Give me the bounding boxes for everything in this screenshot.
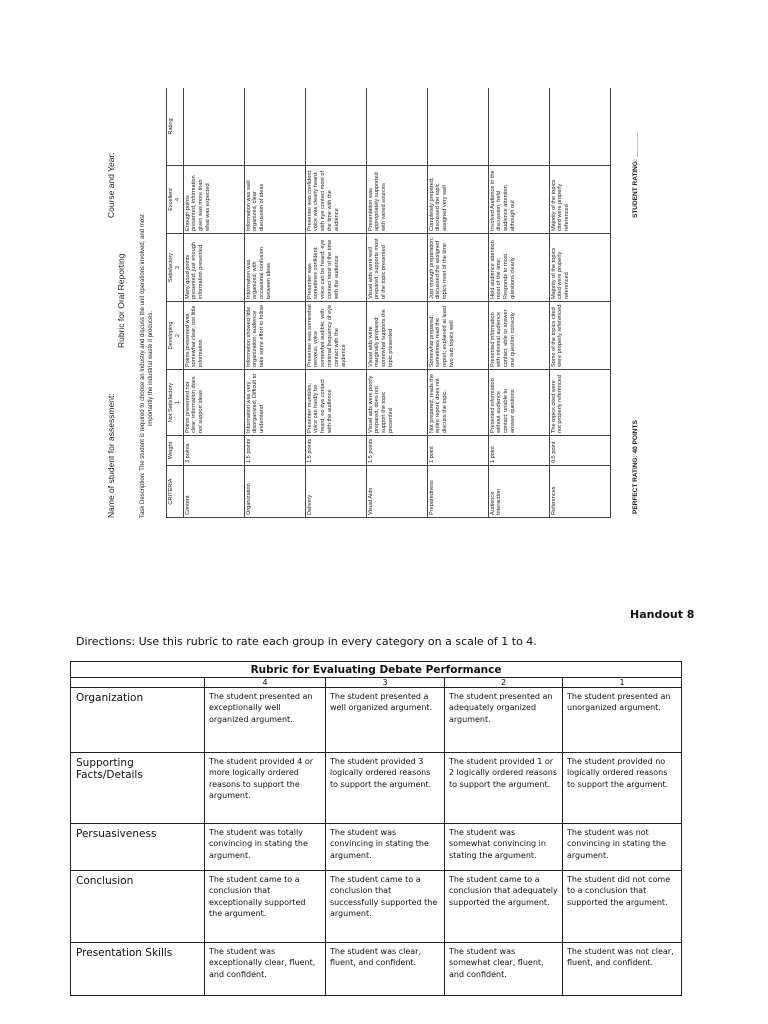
task-description-line-1: Task Description: The student is required to choose an Industry and discuss the unit operations involved, and most — [140, 214, 146, 518]
rubric-cell: Presenter mumbles; voice can hardly be heard; no eye contact with the audience — [305, 370, 366, 436]
rubric-cell: Presenter was somewhat nervous; voice somewhat audible; with minimal frequency of eye contact with the audience — [305, 302, 366, 370]
score-header: 2 — [445, 678, 563, 688]
score-header: 3 — [326, 678, 445, 688]
description-cell: The student provided 3 logically ordered reasons to support the argument. — [326, 753, 445, 824]
rubric-cell: Majority of the topics cited were properly referenced — [549, 166, 610, 234]
oral-rubric-row — [305, 88, 366, 518]
criterion-cell: References — [549, 466, 610, 518]
rubric-cell: Somewhat prepared; sometimes read the report; explained at least two sub topics well — [427, 302, 488, 370]
score-header: 1 — [563, 678, 682, 688]
description-cell: The student presented an unorganized argument. — [563, 688, 682, 753]
oral-rubric-row — [549, 88, 610, 518]
rubric-cell: Majority of the topics cited were properly referenced — [549, 234, 610, 302]
rubric-cell: Visual aids were marginally prepared; somewhat supports the topic presented — [366, 302, 427, 370]
rubric-cell: Information was organized, with occasional confusion between ideas — [244, 234, 305, 302]
weight-cell: 1 point — [427, 436, 488, 466]
header-cell: Weight — [167, 436, 184, 466]
score-header: 4 — [205, 678, 326, 688]
rubric-cell: Many good points presented; just enough information presented — [183, 234, 244, 302]
description-cell: The student came to a conclusion that successfully supported the argument. — [326, 871, 445, 943]
rating-cell[interactable] — [488, 88, 549, 166]
criterion-cell: Delivery — [305, 466, 366, 518]
rubric-cell: Presentation was appropriately supported with varied sources — [366, 166, 427, 234]
weight-cell: 1.5 points — [305, 436, 366, 466]
rubric-cell: Visual aids were poorly prepared; does not support the topic presented — [366, 370, 427, 436]
rubric-cell: Information was very disorganized; Difficult to understand — [244, 370, 305, 436]
oral-rubric-row — [427, 88, 488, 518]
rubric-cell: Not prepared; reads the entire report; does not discuss the topic; — [427, 370, 488, 436]
rating-cell[interactable] — [366, 88, 427, 166]
score-header-blank — [71, 678, 205, 688]
description-cell: The student came to a conclusion that exceptionally supported the argument. — [205, 871, 326, 943]
oral-rubric-table — [166, 88, 611, 518]
oral-rubric-header-row — [167, 88, 184, 518]
rubric-cell: Held audience attention most of the time; Responds to most questions clearly — [488, 234, 549, 302]
criterion-cell: Presentation Skills — [71, 943, 205, 996]
header-cell: Developing 2 — [167, 302, 184, 370]
description-cell: The student was somewhat clear, fluent, and confident. — [445, 943, 563, 996]
oral-rubric-row — [183, 88, 244, 518]
description-cell: The student presented an adequately organized argument. — [445, 688, 563, 753]
description-cell: The student came to a conclusion that adequately supported the argument. — [445, 871, 563, 943]
rubric-cell: Points presented was somewhat clear; too little information — [183, 302, 244, 370]
criterion-cell: Audience Interaction — [488, 466, 549, 518]
handout-label: Handout 8 — [630, 608, 695, 621]
oral-rubric-row — [244, 88, 305, 518]
description-cell: The student was exceptionally clear, fluent, and confident. — [205, 943, 326, 996]
criterion-cell: Preparedness — [427, 466, 488, 518]
weight-cell: 3 points — [183, 436, 244, 466]
description-cell: The student was totally convincing in stating the argument. — [205, 824, 326, 871]
weight-cell: 0.5 point — [549, 436, 610, 466]
oral-rubric-title: Rubric for Oral Reporting — [116, 253, 126, 348]
description-cell: The student presented a well organized argument. — [326, 688, 445, 753]
rubric-cell: Presenter was sometimes confident; voice can be heard; eye contact most of the time with the audience — [305, 234, 366, 302]
course-year-line: Course and Year: — [106, 152, 116, 218]
weight-cell: 1.5 points — [366, 436, 427, 466]
rating-cell[interactable] — [183, 88, 244, 166]
description-cell: The student did not come to a conclusion that supported the argument. — [563, 871, 682, 943]
rating-cell[interactable] — [549, 88, 610, 166]
perfect-rating: PERFECT RATING: 40 POINTS — [632, 420, 639, 514]
weight-cell: 1.5 points — [244, 436, 305, 466]
rubric-cell: Presented information without audience contact; unable to answer questions — [488, 370, 549, 436]
description-cell: The student presented an exceptionally well organized argument. — [205, 688, 326, 753]
description-cell: The student was not convincing in stating the argument. — [563, 824, 682, 871]
oral-reporting-rubric — [104, 88, 648, 518]
rubric-cell: Visual aids were well prepared; supports most of the topic presented — [366, 234, 427, 302]
rating-cell[interactable] — [305, 88, 366, 166]
debate-rubric-table — [70, 661, 682, 996]
header-cell: CRITERIA — [167, 466, 184, 518]
rubric-cell: Points presented not clear; information does not support ideas — [183, 370, 244, 436]
criterion-cell: Conclusion — [71, 871, 205, 943]
directions-text: Directions: Use this rubric to rate each group in every category on a scale of 1 to 4. — [76, 635, 537, 648]
rubric-cell: Completely prepared; discussed the topic assigned very well — [427, 166, 488, 234]
debate-title-row — [71, 662, 682, 678]
criterion-cell: Persuasiveness — [71, 824, 205, 871]
debate-row — [71, 824, 682, 871]
debate-row — [71, 753, 682, 824]
rating-cell[interactable] — [244, 88, 305, 166]
description-cell: The student was not clear, fluent, and confident. — [563, 943, 682, 996]
debate-score-row — [71, 678, 682, 688]
criterion-cell: Supporting Facts/Details — [71, 753, 205, 824]
description-cell: The student was somewhat convincing in stating the argument. — [445, 824, 563, 871]
debate-row — [71, 688, 682, 753]
rubric-cell: Presenter was confident; voice was clearly heard; with eye contact most of the time with the audience — [305, 166, 366, 234]
student-rating: STUDENT RATING: _______ — [632, 131, 639, 218]
oral-rubric-row — [366, 88, 427, 518]
oral-reporting-rubric-scan — [104, 88, 648, 518]
oral-rubric-row — [488, 88, 549, 518]
header-cell: Excellent 4 — [167, 166, 184, 234]
criterion-cell: Visual Aids — [366, 466, 427, 518]
description-cell: The student provided no logically ordered reasons to support the argument. — [563, 753, 682, 824]
debate-rubric-title: Rubric for Evaluating Debate Performance — [71, 662, 682, 678]
rubric-cell: The topics cited were not properly referenced — [549, 370, 610, 436]
header-cell: Rating — [167, 88, 184, 166]
description-cell: The student provided 4 or more logically ordered reasons to support the argument. — [205, 753, 326, 824]
rubric-cell: Presented information with minimal audience contact; able to answer one question correctly — [488, 302, 549, 370]
description-cell: The student provided 1 or 2 logically ordered reasons to support the argument. — [445, 753, 563, 824]
header-cell: Satisfactory 3 — [167, 234, 184, 302]
criterion-cell: Organization — [244, 466, 305, 518]
description-cell: The student was clear, fluent, and confident. — [326, 943, 445, 996]
rubric-cell: Information was well organized, clear discussion of ideas — [244, 166, 305, 234]
debate-row — [71, 871, 682, 943]
task-description-line-2: importantly the industrial waste it produces. — [148, 310, 154, 426]
student-name-line: Name of student for assessment: — [106, 393, 116, 518]
rubric-cell: Some of the topics cited were properly referenced — [549, 302, 610, 370]
rubric-cell: Information showed little organization; audience take some effort to follow — [244, 302, 305, 370]
weight-cell: 1 point — [488, 436, 549, 466]
rubric-cell: Enough points presented; information given was more than what was expected — [183, 166, 244, 234]
criterion-cell: Content — [183, 466, 244, 518]
criterion-cell: Organization — [71, 688, 205, 753]
rubric-cell: Just enough preparation; discussed the assigned topics most of the time — [427, 234, 488, 302]
header-cell: Not Satisfactory 1 — [167, 370, 184, 436]
rating-cell[interactable] — [427, 88, 488, 166]
rubric-cell: Involved Audience in the discussion; held audience attention although out — [488, 166, 549, 234]
description-cell: The student was convincing in stating the argument. — [326, 824, 445, 871]
debate-row — [71, 943, 682, 996]
